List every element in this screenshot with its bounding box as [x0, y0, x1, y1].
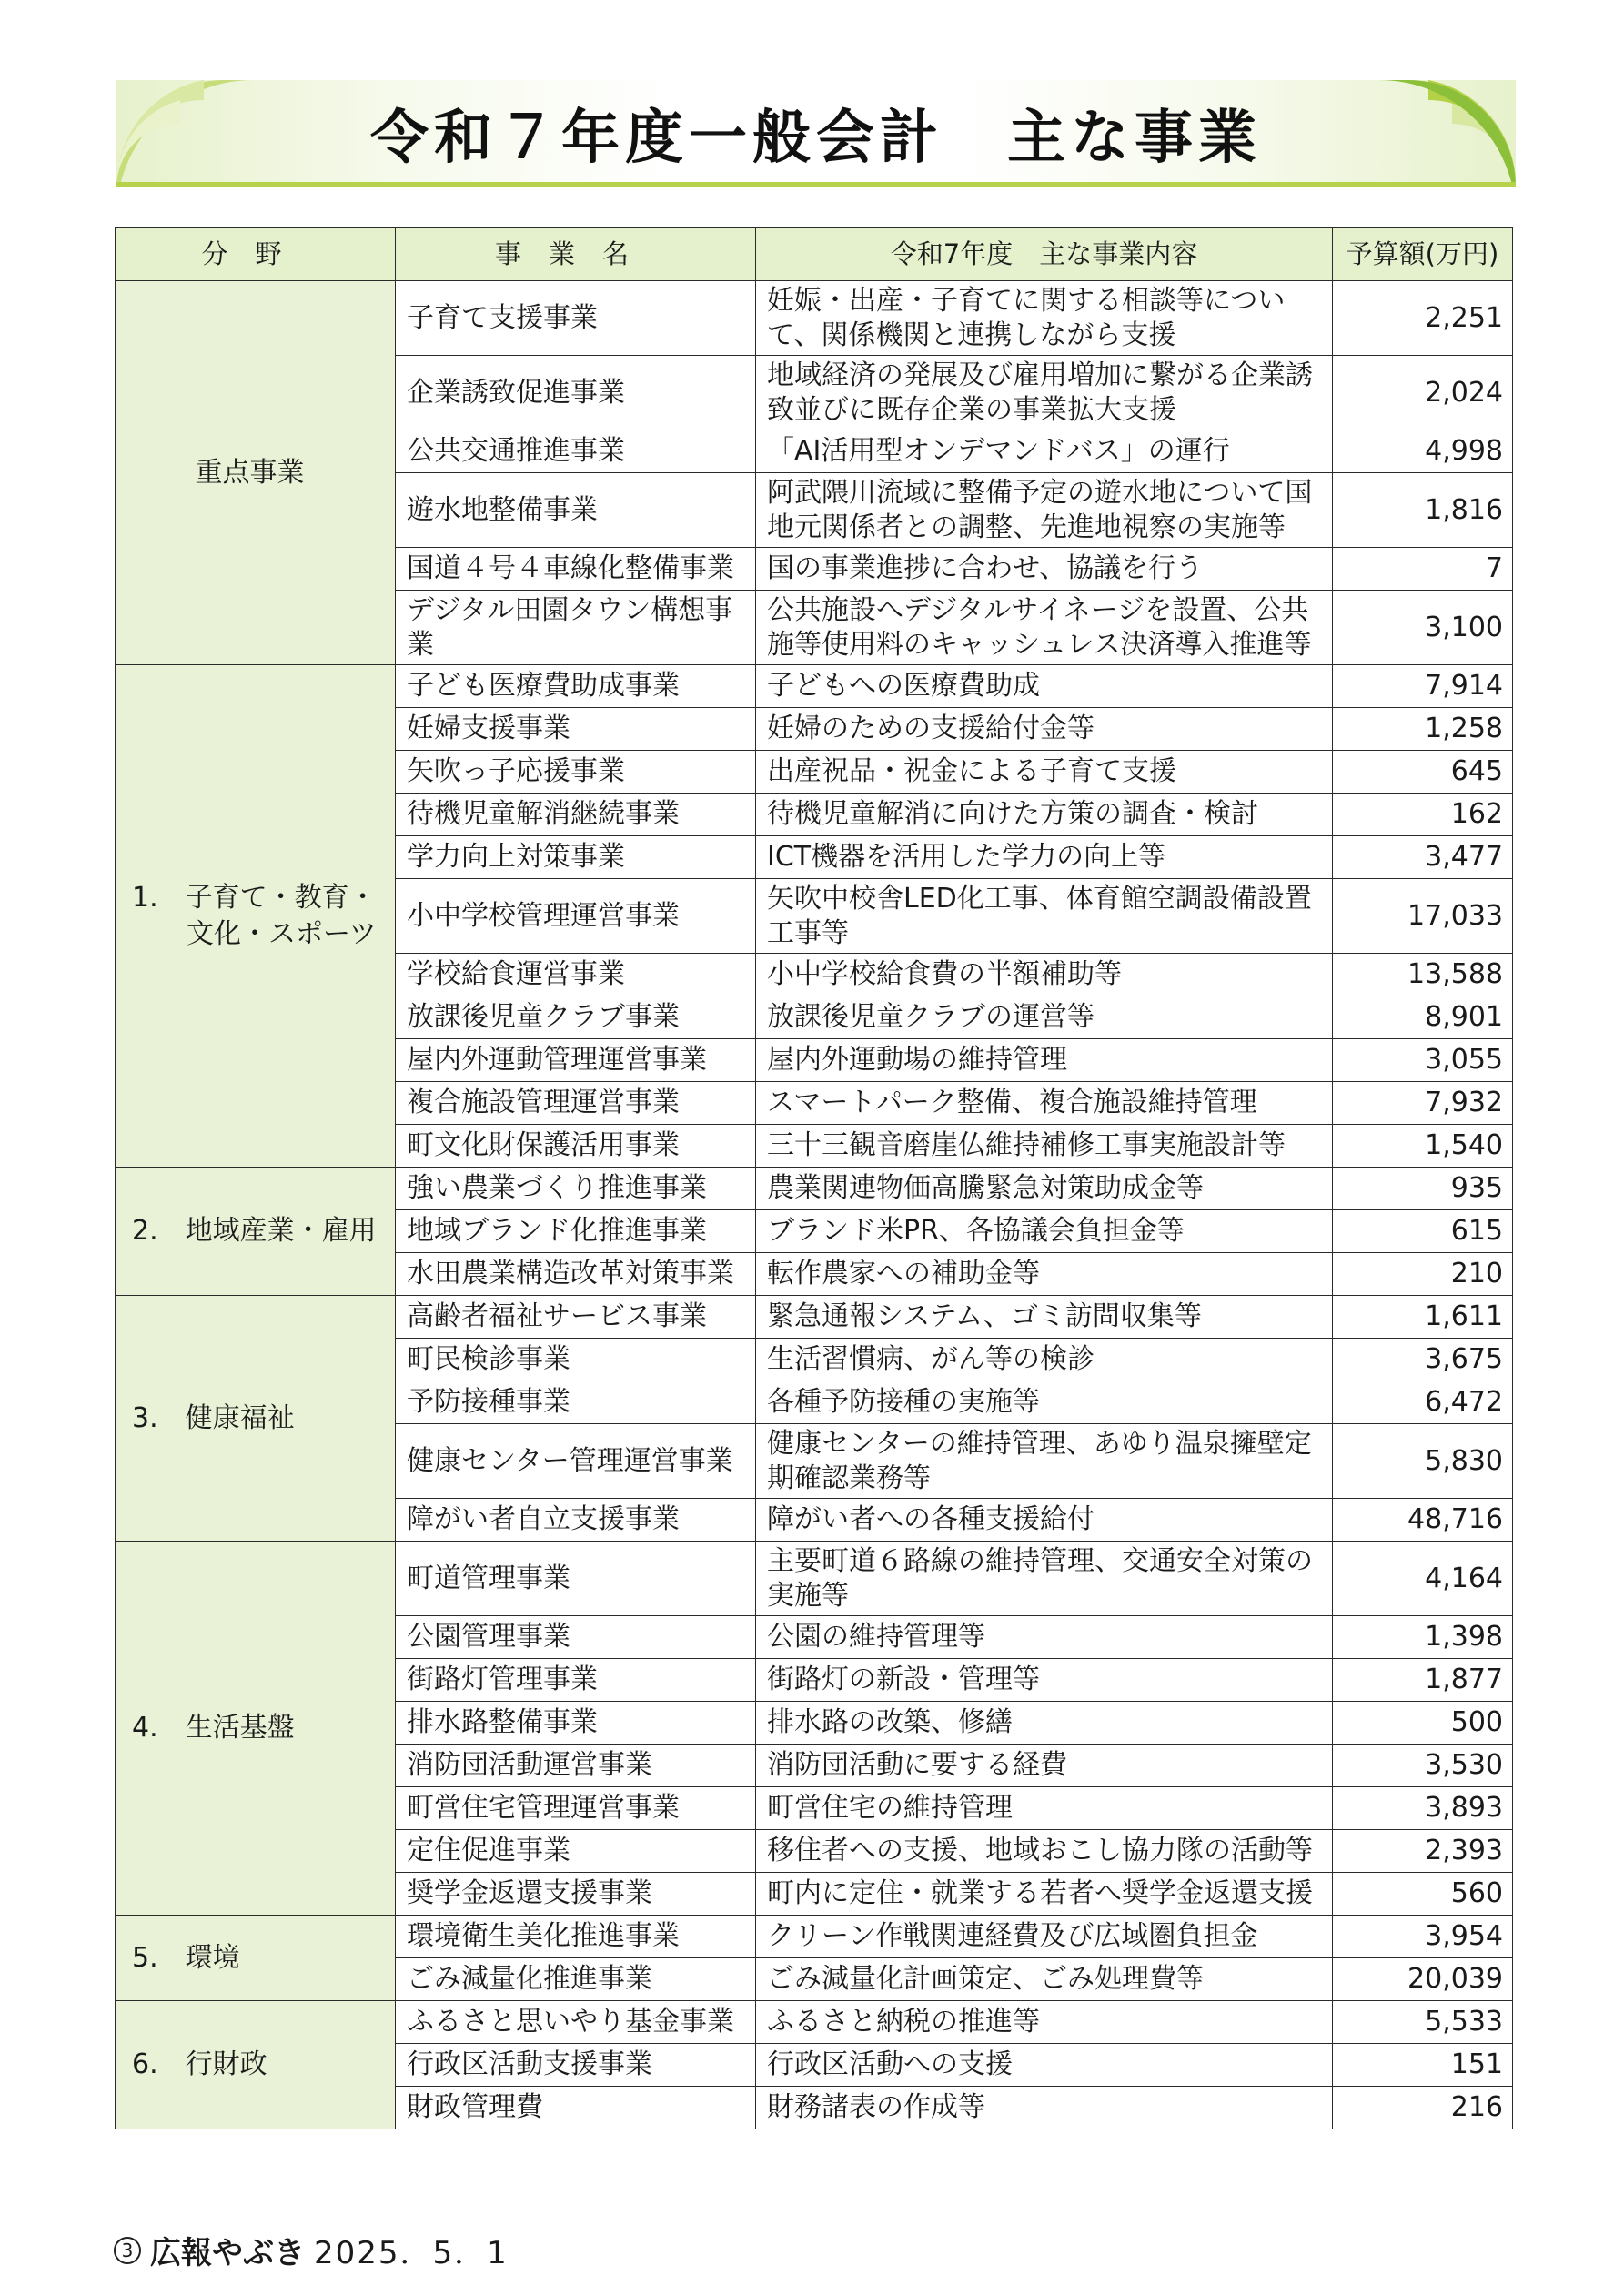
category-cell: [116, 1542, 396, 1916]
budget-amount-cell: 3,055: [1333, 1039, 1513, 1082]
project-content-cell: 移住者への支援、地域おこし協力隊の活動等: [756, 1830, 1333, 1873]
project-name-cell: 小中学校管理運営事業: [396, 879, 756, 954]
table-row: [116, 1296, 1513, 1339]
budget-amount-cell: 500: [1333, 1702, 1513, 1745]
project-content-cell: 生活習慣病、がん等の検診: [756, 1339, 1333, 1381]
project-content-cell: 屋内外運動場の維持管理: [756, 1039, 1333, 1082]
budget-amount-cell: 48,716: [1333, 1499, 1513, 1542]
category-cell: [116, 1916, 396, 2001]
project-name-cell: 子ども医療費助成事業: [396, 665, 756, 708]
project-content-cell: 「AI活用型オンデマンドバス」の運行: [756, 430, 1333, 473]
project-content-cell: クリーン作戦関連経費及び広域圏負担金: [756, 1916, 1333, 1958]
project-name-cell: 定住促進事業: [396, 1830, 756, 1873]
project-name-cell: 放課後児童クラブ事業: [396, 996, 756, 1039]
budget-amount-cell: 3,893: [1333, 1787, 1513, 1830]
budget-amount-cell: 2,251: [1333, 281, 1513, 356]
budget-amount-cell: 5,533: [1333, 2001, 1513, 2044]
project-content-cell: 三十三観音磨崖仏維持補修工事実施設計等: [756, 1125, 1333, 1168]
budget-amount-cell: 151: [1333, 2044, 1513, 2087]
category-cell: [116, 1296, 396, 1542]
table-row: [116, 2001, 1513, 2044]
project-content-cell: 消防団活動に要する経費: [756, 1745, 1333, 1787]
category-label: 4. 生活基盤: [132, 1712, 295, 1744]
project-name-cell: 行政区活動支援事業: [396, 2044, 756, 2087]
header-field: 分野: [116, 228, 396, 281]
category-cell: [116, 2001, 396, 2129]
budget-amount-cell: 645: [1333, 751, 1513, 794]
table-body: [116, 281, 1513, 2129]
project-name-cell: 学力向上対策事業: [396, 836, 756, 879]
category-label: 2. 地域産業・雇用: [132, 1215, 377, 1247]
table-row: [116, 281, 1513, 356]
project-name-cell: 屋内外運動管理運営事業: [396, 1039, 756, 1082]
page-title: 令和７年度一般会計 主な事業: [370, 104, 1262, 172]
project-name-cell: 子育て支援事業: [396, 281, 756, 356]
project-name-cell: 予防接種事業: [396, 1381, 756, 1424]
table-row: [116, 1542, 1513, 1616]
budget-amount-cell: 8,901: [1333, 996, 1513, 1039]
budget-amount-cell: 3,675: [1333, 1339, 1513, 1381]
budget-amount-cell: 4,998: [1333, 430, 1513, 473]
project-content-cell: 矢吹中校舎LED化工事、体育館空調設備設置工事等: [756, 879, 1333, 954]
budget-amount-cell: 17,033: [1333, 879, 1513, 954]
project-name-cell: 水田農業構造改革対策事業: [396, 1253, 756, 1296]
project-content-cell: スマートパーク整備、複合施設維持管理: [756, 1082, 1333, 1125]
project-content-cell: 子どもへの医療費助成: [756, 665, 1333, 708]
project-name-cell: 遊水地整備事業: [396, 473, 756, 548]
budget-amount-cell: 1,611: [1333, 1296, 1513, 1339]
project-name-cell: 街路灯管理事業: [396, 1659, 756, 1702]
project-name-cell: 矢吹っ子応援事業: [396, 751, 756, 794]
project-content-cell: 国の事業進捗に合わせ、協議を行う: [756, 548, 1333, 591]
budget-amount-cell: 3,954: [1333, 1916, 1513, 1958]
project-content-cell: 町営住宅の維持管理: [756, 1787, 1333, 1830]
project-content-cell: 小中学校給食費の半額補助等: [756, 954, 1333, 996]
project-content-cell: ICT機器を活用した学力の向上等: [756, 836, 1333, 879]
budget-amount-cell: 2,393: [1333, 1830, 1513, 1873]
header-project-name: 事業名: [396, 228, 756, 281]
project-name-cell: 消防団活動運営事業: [396, 1745, 756, 1787]
project-name-cell: ふるさと思いやり基金事業: [396, 2001, 756, 2044]
category-label: 6. 行財政: [132, 2048, 267, 2080]
budget-amount-cell: 3,100: [1333, 591, 1513, 665]
project-name-cell: 財政管理費: [396, 2087, 756, 2129]
project-content-cell: 出産祝品・祝金による子育て支援: [756, 751, 1333, 794]
category-label: 重点事業: [195, 456, 305, 489]
budget-amount-cell: 1,258: [1333, 708, 1513, 751]
category-label: 1. 子育て・教育・: [132, 881, 377, 914]
budget-amount-cell: 560: [1333, 1873, 1513, 1916]
budget-amount-cell: 7: [1333, 548, 1513, 591]
budget-amount-cell: 3,477: [1333, 836, 1513, 879]
project-content-cell: 公共施設へデジタルサイネージを設置、公共施等使用料のキャッシュレス決済導入推進等: [756, 591, 1333, 665]
project-name-cell: デジタル田園タウン構想事業: [396, 591, 756, 665]
budget-amount-cell: 5,830: [1333, 1424, 1513, 1499]
project-content-cell: 公園の維持管理等: [756, 1616, 1333, 1659]
category-label: 文化・スポーツ: [187, 917, 377, 950]
category-cell: [116, 281, 396, 665]
budget-amount-cell: 1,398: [1333, 1616, 1513, 1659]
project-content-cell: 転作農家への補助金等: [756, 1253, 1333, 1296]
budget-table: [115, 227, 1513, 2129]
budget-amount-cell: 615: [1333, 1210, 1513, 1253]
table-row: [116, 1168, 1513, 1210]
project-name-cell: 公園管理事業: [396, 1616, 756, 1659]
header-budget: 予算額(万円): [1333, 228, 1513, 281]
project-content-cell: 障がい者への各種支援給付: [756, 1499, 1333, 1542]
project-content-cell: 待機児童解消に向けた方策の調査・検討: [756, 794, 1333, 836]
project-name-cell: 健康センター管理運営事業: [396, 1424, 756, 1499]
project-name-cell: 排水路整備事業: [396, 1702, 756, 1745]
budget-amount-cell: 935: [1333, 1168, 1513, 1210]
budget-amount-cell: 210: [1333, 1253, 1513, 1296]
project-content-cell: 妊娠・出産・子育てに関する相談等について、関係機関と連携しながら支援: [756, 281, 1333, 356]
title-banner: [116, 80, 1516, 187]
project-content-cell: ブランド米PR、各協議会負担金等: [756, 1210, 1333, 1253]
budget-amount-cell: 1,816: [1333, 473, 1513, 548]
table-row: [116, 665, 1513, 708]
category-cell: [116, 665, 396, 1168]
page-footer: [114, 2228, 509, 2272]
budget-amount-cell: 216: [1333, 2087, 1513, 2129]
budget-amount-cell: 7,932: [1333, 1082, 1513, 1125]
budget-amount-cell: 1,877: [1333, 1659, 1513, 1702]
publication-date: 2025．5．1: [314, 2235, 509, 2271]
page-number: 3: [114, 2237, 141, 2264]
project-name-cell: 企業誘致促進事業: [396, 356, 756, 430]
project-name-cell: 障がい者自立支援事業: [396, 1499, 756, 1542]
table-header-row: [116, 228, 1513, 281]
project-content-cell: 街路灯の新設・管理等: [756, 1659, 1333, 1702]
project-name-cell: 町文化財保護活用事業: [396, 1125, 756, 1168]
project-name-cell: 妊婦支援事業: [396, 708, 756, 751]
project-content-cell: 農業関連物価高騰緊急対策助成金等: [756, 1168, 1333, 1210]
project-content-cell: 地域経済の発展及び雇用増加に繋がる企業誘致並びに既存企業の事業拡大支援: [756, 356, 1333, 430]
project-name-cell: 高齢者福祉サービス事業: [396, 1296, 756, 1339]
project-name-cell: 複合施設管理運営事業: [396, 1082, 756, 1125]
budget-amount-cell: 4,164: [1333, 1542, 1513, 1616]
project-name-cell: 公共交通推進事業: [396, 430, 756, 473]
category-label: 5. 環境: [132, 1941, 240, 1974]
project-content-cell: 放課後児童クラブの運営等: [756, 996, 1333, 1039]
project-content-cell: 財務諸表の作成等: [756, 2087, 1333, 2129]
project-name-cell: 町民検診事業: [396, 1339, 756, 1381]
project-name-cell: 学校給食運営事業: [396, 954, 756, 996]
category-label: 3. 健康福祉: [132, 1401, 295, 1434]
project-content-cell: 行政区活動への支援: [756, 2044, 1333, 2087]
budget-amount-cell: 6,472: [1333, 1381, 1513, 1424]
project-name-cell: ごみ減量化推進事業: [396, 1958, 756, 2001]
budget-amount-cell: 20,039: [1333, 1958, 1513, 2001]
budget-amount-cell: 162: [1333, 794, 1513, 836]
project-name-cell: 町営住宅管理運営事業: [396, 1787, 756, 1830]
header-content: 令和7年度 主な事業内容: [756, 228, 1333, 281]
project-content-cell: 阿武隈川流域に整備予定の遊水地について国地元関係者との調整、先進地視察の実施等: [756, 473, 1333, 548]
budget-amount-cell: 13,588: [1333, 954, 1513, 996]
budget-amount-cell: 3,530: [1333, 1745, 1513, 1787]
project-content-cell: 各種予防接種の実施等: [756, 1381, 1333, 1424]
project-name-cell: 奨学金返還支援事業: [396, 1873, 756, 1916]
project-name-cell: 町道管理事業: [396, 1542, 756, 1616]
budget-amount-cell: 7,914: [1333, 665, 1513, 708]
project-name-cell: 国道４号４車線化整備事業: [396, 548, 756, 591]
project-content-cell: 妊婦のための支援給付金等: [756, 708, 1333, 751]
project-content-cell: 緊急通報システム、ゴミ訪問収集等: [756, 1296, 1333, 1339]
project-content-cell: 排水路の改築、修繕: [756, 1702, 1333, 1745]
publication-name: 広報やぶき: [150, 2235, 305, 2271]
budget-amount-cell: 2,024: [1333, 356, 1513, 430]
project-content-cell: 健康センターの維持管理、あゆり温泉擁壁定期確認業務等: [756, 1424, 1333, 1499]
budget-amount-cell: 1,540: [1333, 1125, 1513, 1168]
project-name-cell: 環境衛生美化推進事業: [396, 1916, 756, 1958]
project-content-cell: 町内に定住・就業する若者へ奨学金返還支援: [756, 1873, 1333, 1916]
project-content-cell: ふるさと納税の推進等: [756, 2001, 1333, 2044]
project-content-cell: ごみ減量化計画策定、ごみ処理費等: [756, 1958, 1333, 2001]
project-name-cell: 地域ブランド化推進事業: [396, 1210, 756, 1253]
project-name-cell: 強い農業づくり推進事業: [396, 1168, 756, 1210]
project-content-cell: 主要町道６路線の維持管理、交通安全対策の実施等: [756, 1542, 1333, 1616]
project-name-cell: 待機児童解消継続事業: [396, 794, 756, 836]
category-cell: [116, 1168, 396, 1296]
table-row: [116, 1916, 1513, 1958]
